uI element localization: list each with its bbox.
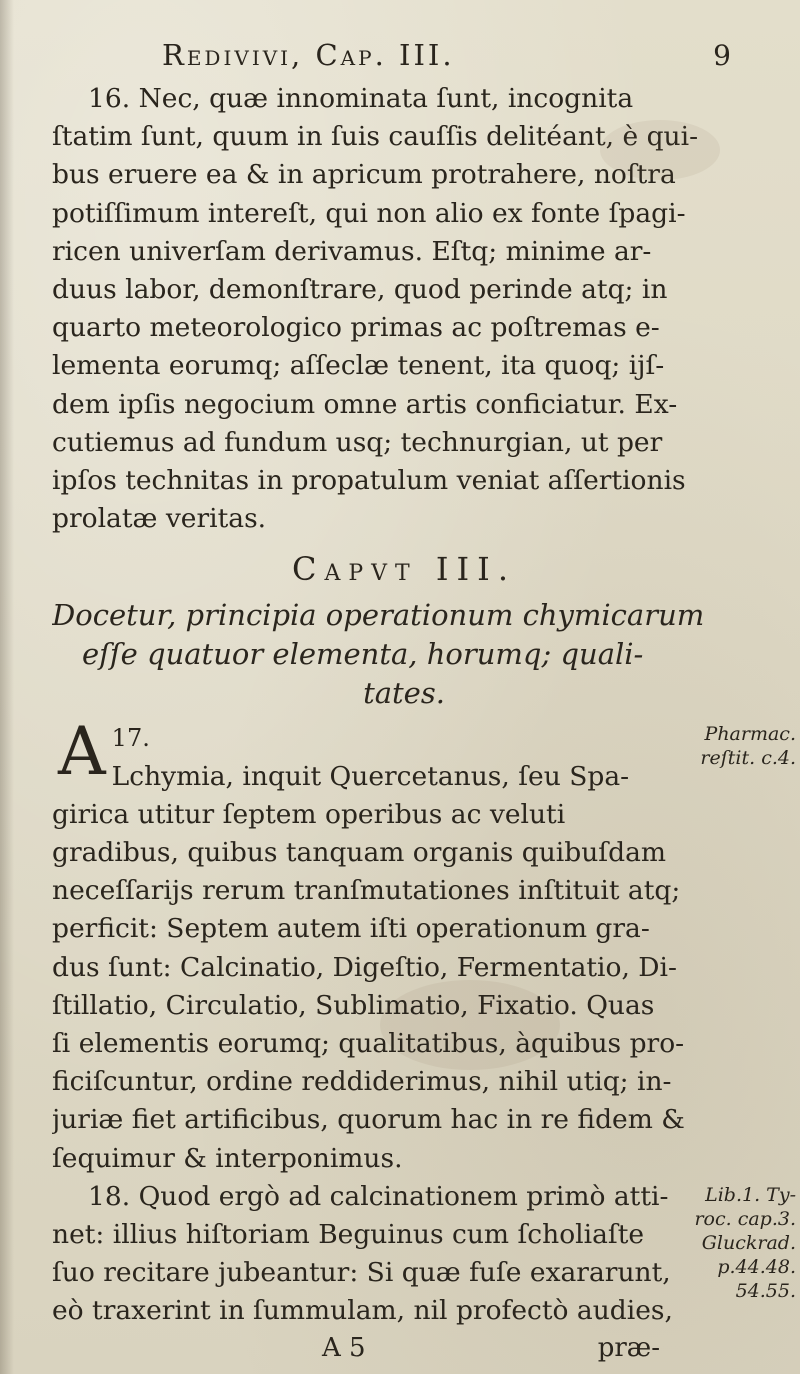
gutter-shadow — [0, 0, 14, 1374]
chapter-summary — [52, 596, 756, 713]
summary-line: tates. — [363, 676, 445, 711]
catchword: præ- — [597, 1332, 660, 1363]
text-line: lementa eorumq; aſſeclæ tenent, ita quoq; ijſ- — [52, 350, 665, 382]
text-line: ſequimur & interponimus. — [52, 1142, 403, 1174]
margin-note: p.44.48. — [717, 1255, 796, 1278]
margin-note: Pharmac. — [704, 723, 796, 746]
text-line: 16. Nec, quæ innominata ſunt, incognita — [88, 83, 634, 114]
running-head-title: Redivivi, Cap. III. — [162, 38, 455, 72]
margin-note: Lib.1. Ty- — [705, 1183, 796, 1206]
text-line: cutiemus ad fundum usq; technurgian, ut per — [52, 426, 663, 458]
text-line: dus ſunt: Calcinatio, Digeſtio, Fermentatio, Di- — [52, 951, 677, 983]
text-line: quarto meteorologico primas ac poſtremas e- — [52, 312, 660, 344]
margin-note: reſtit. c.4. — [700, 747, 796, 770]
page-footer — [52, 1333, 756, 1363]
text-line: ſuo recitare jubeantur: Si quæ fuſe exararunt, — [52, 1257, 671, 1289]
text-line: gradibus, quibus tanquam organis quibuſdam — [52, 837, 666, 869]
text-line: neceſſarijs rerum tranſmutationes inſtituit atq; — [52, 875, 681, 907]
text-line: duus labor, demonſtrare, quod perinde atq; in — [52, 274, 668, 306]
summary-line: Docetur, principia operationum chymicarum — [52, 598, 705, 633]
text-line: ſi elementis eorumq; qualitatibus, àquibus pro- — [52, 1028, 685, 1060]
text-line: girica utitur ſeptem operibus ac veluti — [52, 798, 566, 830]
paragraph-18 — [52, 1178, 796, 1331]
paragraph-17 — [52, 713, 796, 1177]
text-line: ſtillatio, Circulatio, Sublimatio, Fixatio. Quas — [52, 989, 655, 1021]
chapter-heading: Capvt III. — [291, 550, 516, 589]
text-line: ſtatim ſunt, quum in ſuis cauſſis delitéant, è qui- — [52, 121, 699, 153]
text-line: net: illius hiſtoriam Beguinus cum ſcholiaſte — [52, 1219, 645, 1251]
margin-note: roc. cap.3. — [694, 1207, 796, 1230]
text-line: ficiſcuntur, ordine reddiderimus, nihil utiq; in- — [52, 1066, 672, 1098]
text-line: prolatæ veritas. — [52, 503, 267, 535]
margin-note: 54.55. — [735, 1279, 796, 1302]
text-line: ipſos technitas in propatulum veniat aſſertionis — [52, 465, 686, 497]
text-line: bus eruere ea & in apricum protrahere, noſtra — [52, 159, 676, 191]
text-line: Lchymia, inquit Quercetanus, ſeu Spa- — [111, 760, 630, 792]
running-head — [162, 38, 756, 76]
text-line: perficit: Septem autem iſti operationum gra- — [52, 913, 650, 945]
margin-note: Gluckrad. — [701, 1231, 796, 1254]
summary-line: eſſe quatuor elementa, horumq; quali- — [82, 637, 644, 672]
section-number: 17. — [111, 724, 150, 753]
text-line: eò traxerint in ſummulam, nil profectò audies, — [52, 1295, 673, 1327]
page-number: 9 — [713, 39, 734, 72]
paper-stain — [600, 120, 720, 180]
text-line: juriæ fiet artificibus, quorum hac in re fidem & — [52, 1104, 685, 1136]
text-line: potiſſimum intereſt, qui non alio ex fonte ſpagi- — [52, 197, 686, 229]
drop-capital: A — [58, 713, 106, 791]
text-line: ricen univerſam derivamus. Eſtq; minime ar- — [52, 235, 652, 267]
signature-mark: A 5 — [322, 1332, 366, 1363]
text-line: 18. Quod ergò ad calcinationem primò atti- — [88, 1180, 669, 1212]
text-line: dem ipſis negocium omne artis conficiatur. Ex- — [52, 388, 678, 420]
